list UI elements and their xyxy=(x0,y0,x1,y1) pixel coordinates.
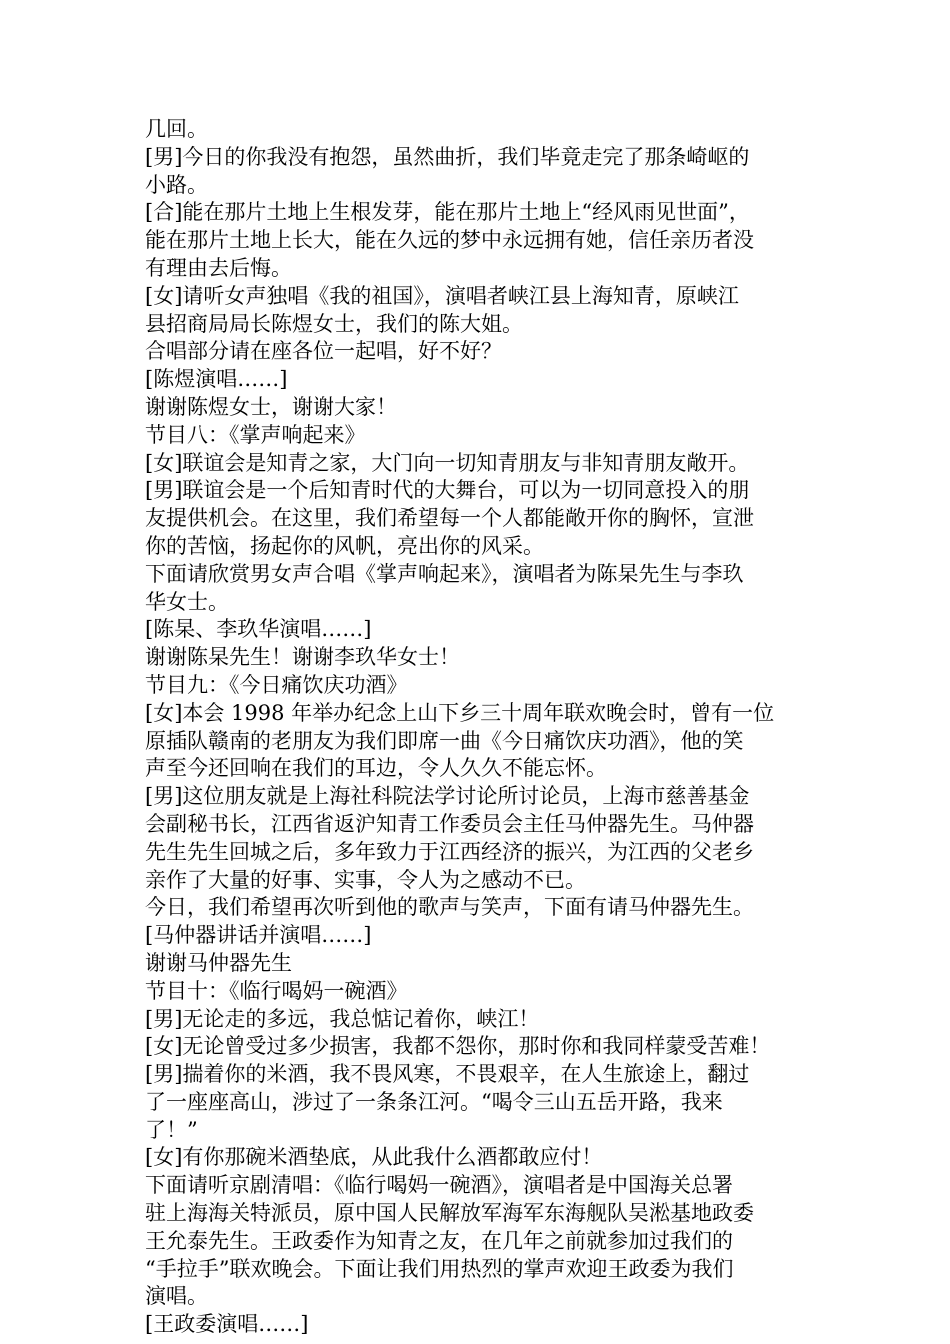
text-line: 下面请欣赏男女声合唱《掌声响起来》，演唱者为陈杲先生与李玖 xyxy=(145,561,744,586)
text-line: [女]请听女声独唱《我的祖国》，演唱者峡江县上海知青，原峡江 xyxy=(145,283,739,308)
text-line: 下面请听京剧清唱：《临行喝妈一碗酒》，演唱者是中国海关总署 xyxy=(145,1173,733,1198)
text-line: 驻上海海关特派员，原中国人民解放军海军东海舰队吴淞基地政委 xyxy=(145,1201,754,1226)
text-line: 谢谢陈煜女士，谢谢大家！ xyxy=(145,394,397,419)
text-line: 谢谢陈杲先生！谢谢李玖华女士！ xyxy=(145,645,460,670)
text-line: 几回。 xyxy=(145,117,208,141)
text-line: [女]有你那碗米酒垫底，从此我什么酒都敢应付！ xyxy=(145,1145,603,1170)
text-line: [陈杲、李玖华演唱……] xyxy=(145,617,372,642)
text-line: 亲作了大量的好事、实事，令人为之感动不已。 xyxy=(145,867,586,892)
text-line: [王政委演唱……] xyxy=(145,1312,309,1337)
text-line: 王允泰先生。王政委作为知青之友，在几年之前就参加过我们的 xyxy=(145,1228,733,1253)
text-line: [陈煜演唱……] xyxy=(145,367,288,392)
text-line: 演唱。 xyxy=(145,1284,208,1309)
text-line: 友提供机会。在这里，我们希望每一个人都能敞开你的胸怀，宣泄 xyxy=(145,506,754,531)
text-line: [马仲器讲话并演唱……] xyxy=(145,923,372,948)
text-line: 合唱部分请在座各位一起唱，好不好？ xyxy=(145,339,502,364)
text-line: 声至今还回响在我们的耳边，令人久久不能忘怀。 xyxy=(145,756,607,781)
text-line: 了！” xyxy=(145,1117,198,1142)
document-body xyxy=(145,116,810,1339)
text-line: “手拉手”联欢晚会。下面让我们用热烈的掌声欢迎王政委为我们 xyxy=(145,1256,734,1281)
text-line: 了一座座高山，涉过了一条条江河。“喝令三山五岳开路，我来 xyxy=(145,1089,723,1114)
text-line: 有理由去后悔。 xyxy=(145,255,292,280)
text-line: [女]无论曾受过多少损害，我都不怨你，那时你和我同样蒙受苦难！ xyxy=(145,1034,771,1059)
text-line: 你的苦恼，扬起你的风帆，亮出你的风采。 xyxy=(145,533,544,558)
text-line: [女]本会 1998 年举办纪念上山下乡三十周年联欢晚会时，曾有一位 xyxy=(145,700,775,725)
section-heading: 节目八：《掌声响起来》 xyxy=(145,422,366,447)
text-line: 先生先生回城之后，多年致力于江西经济的振兴，为江西的父老乡 xyxy=(145,839,754,864)
text-line: 小路。 xyxy=(145,172,208,197)
text-line: [男]联谊会是一个后知青时代的大舞台，可以为一切同意投入的朋 xyxy=(145,478,750,503)
text-line: [男]这位朋友就是上海社科院法学讨论所讨论员，上海市慈善基金 xyxy=(145,784,750,809)
text-line: 会副秘书长，江西省返沪知青工作委员会主任马仲器先生。马仲器 xyxy=(145,811,754,836)
text-line: 今日，我们希望再次听到他的歌声与笑声，下面有请马仲器先生。 xyxy=(145,895,754,920)
text-line: 县招商局局长陈煜女士，我们的陈大姐。 xyxy=(145,311,523,336)
text-line: 谢谢马仲器先生 xyxy=(145,950,292,975)
text-line: 华女士。 xyxy=(145,589,229,614)
section-heading: 节目九：《今日痛饮庆功酒》 xyxy=(145,672,408,697)
text-line: [男]揣着你的米酒，我不畏风寒，不畏艰辛，在人生旅途上，翻过 xyxy=(145,1062,750,1087)
text-line: [女]联谊会是知青之家，大门向一切知青朋友与非知青朋友敞开。 xyxy=(145,450,750,475)
text-line: [合]能在那片土地上生根发芽，能在那片土地上“经风雨见世面”， xyxy=(145,200,750,225)
text-line: [男]无论走的多远，我总惦记着你，峡江！ xyxy=(145,1006,540,1031)
text-line: [男]今日的你我没有抱怨，虽然曲折，我们毕竟走完了那条崎岖的 xyxy=(145,144,750,169)
text-line: 能在那片土地上长大，能在久远的梦中永远拥有她，信任亲历者没 xyxy=(145,228,754,253)
section-heading: 节目十：《临行喝妈一碗酒》 xyxy=(145,978,408,1003)
text-line: 原插队赣南的老朋友为我们即席一曲《今日痛饮庆功酒》，他的笑 xyxy=(145,728,744,753)
